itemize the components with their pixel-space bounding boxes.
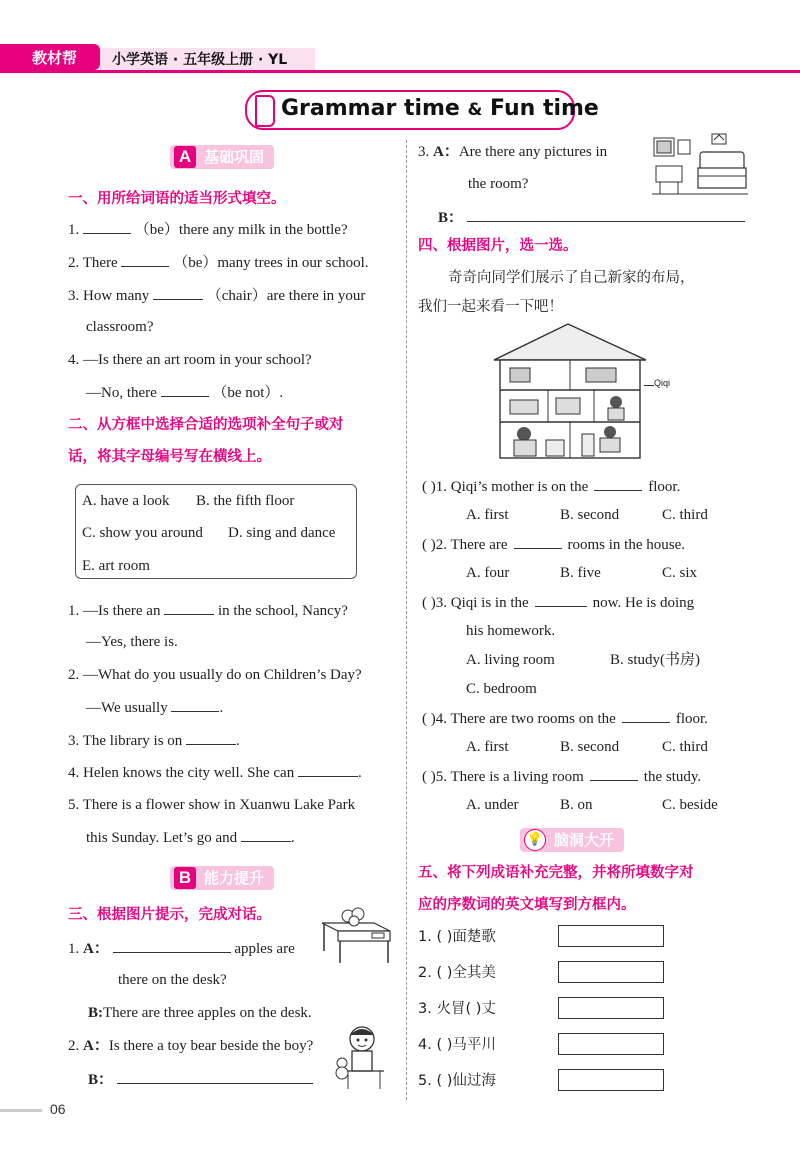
s4-q5-option-b[interactable]: B. on <box>560 797 593 813</box>
s1-q1-num: 1. <box>68 222 80 238</box>
s2-q1-answer: —Yes, there is. <box>86 634 178 650</box>
s4-q2-option-a[interactable]: A. four <box>466 565 510 581</box>
s2-q2-blank[interactable] <box>171 697 219 712</box>
s3-q3-answer <box>438 207 745 228</box>
section-b-letter: B <box>174 867 196 889</box>
s1-q2-text: （be）many trees in our school. <box>173 255 369 271</box>
s4-q5 <box>422 766 701 787</box>
s4-q3-option-b[interactable]: B. study(书房) <box>610 652 701 668</box>
s3-q1-num: 1. <box>68 941 80 957</box>
s4-q4-option-b[interactable]: B. second <box>560 739 620 755</box>
s4-q2-text: ( )2. There are <box>422 537 508 553</box>
s2-q2-answer <box>86 697 223 718</box>
s2-q3-end: . <box>236 733 240 749</box>
s3-q3-cont: the room? <box>468 176 529 192</box>
s1-q3-blank[interactable] <box>153 285 203 300</box>
s2-q3 <box>68 730 240 751</box>
s2-q2-start: —We usually <box>86 700 168 716</box>
s2-q5-cont <box>86 827 295 848</box>
page-title <box>281 96 599 121</box>
s1-q3-start: 3. How many <box>68 288 150 304</box>
s2-q2: 2. —What do you usually do on Children’s Day? <box>68 667 362 683</box>
s1-q2-blank[interactable] <box>121 252 169 267</box>
footer-page-number: 06 <box>50 1101 66 1117</box>
s2-q5-end: . <box>290 830 295 846</box>
s2-option-a: A. have a look <box>82 493 170 509</box>
s3-q3 <box>418 142 607 162</box>
s2-q3-start: 3. The library is on <box>68 733 183 749</box>
boy-bear-illustration <box>334 1023 392 1091</box>
s3-q1-b-label: B: <box>88 1005 103 1021</box>
s2-q1 <box>68 600 348 621</box>
s4-q4-blank[interactable] <box>622 708 670 723</box>
s3-q2-answer <box>88 1069 313 1090</box>
desk-apples-illustration <box>318 903 394 965</box>
s4-q3-text: ( )3. Qiqi is in the <box>422 595 529 611</box>
s5-answer-box-4[interactable] <box>558 1033 664 1055</box>
s5-idiom-4: 4. ( )马平川 <box>418 1037 496 1053</box>
s3-q1-a-label: A： <box>83 941 109 957</box>
s4-q1-option-a[interactable]: A. first <box>466 507 509 523</box>
section-b-label: 能力提升 <box>204 869 265 887</box>
s1-q3-text: （chair）are there in your <box>206 288 366 304</box>
section-a-badge <box>170 145 274 169</box>
fun-label: 脑洞大开 <box>554 831 615 849</box>
s2-heading-1: 二、从方框中选择合适的选项补全句子或对 <box>68 417 344 433</box>
s3-q1-answer-text: There are three apples on the desk. <box>103 1005 312 1021</box>
s2-option-e: E. art room <box>82 558 150 574</box>
header-tag: 教材帮 <box>32 49 78 67</box>
s4-q1-option-b[interactable]: B. second <box>560 507 620 523</box>
s1-q3 <box>68 285 365 306</box>
section-a-letter: A <box>174 146 196 168</box>
lightbulb-icon: 💡 <box>524 829 546 851</box>
s4-q4-option-c[interactable]: C. third <box>662 739 708 755</box>
s2-q4-start: 4. Helen knows the city well. She can <box>68 765 295 781</box>
s1-q2-start: 2. There <box>68 255 118 271</box>
s4-q4 <box>422 708 708 729</box>
s4-q5-option-c[interactable]: C. beside <box>662 797 718 813</box>
s2-q1-text: in the school, Nancy? <box>217 603 348 619</box>
s4-q4-text-end: floor. <box>675 711 708 727</box>
s4-q2 <box>422 534 685 555</box>
s5-idiom-5: 5. ( )仙过海 <box>418 1073 496 1089</box>
s1-q3-cont: classroom? <box>86 319 154 335</box>
s4-intro-1: 奇奇向同学们展示了自己新家的布局， <box>448 270 695 286</box>
s4-q5-blank[interactable] <box>590 766 638 781</box>
footer-dash <box>0 1109 42 1112</box>
s4-q1-option-c[interactable]: C. third <box>662 507 708 523</box>
column-divider <box>406 140 407 1100</box>
s4-q4-text: ( )4. There are two rooms on the <box>422 711 616 727</box>
house-illustration <box>486 322 654 460</box>
s3-q3-blank[interactable] <box>467 207 745 222</box>
room-illustration <box>652 130 748 198</box>
s4-q3-blank[interactable] <box>535 592 587 607</box>
s4-q3-option-a[interactable]: A. living room <box>466 652 555 668</box>
s3-q1 <box>68 938 295 959</box>
s3-q2-blank[interactable] <box>117 1069 313 1084</box>
s5-idiom-2: 2. ( )全其美 <box>418 965 496 981</box>
title-second: Fun time <box>490 96 599 121</box>
s1-q1 <box>68 219 348 240</box>
header-line <box>0 70 800 73</box>
s3-q2-num: 2. <box>68 1038 80 1054</box>
s2-q5-blank[interactable] <box>241 827 291 842</box>
title-amp: & <box>467 100 483 120</box>
s2-q5: 5. There is a flower show in Xuanwu Lake Park <box>68 797 356 813</box>
s4-q2-text-end: rooms in the house. <box>567 537 686 553</box>
s1-q1-blank[interactable] <box>83 219 131 234</box>
s2-q4 <box>68 762 362 783</box>
s5-idiom-3: 3. 火冒( )丈 <box>418 1001 496 1017</box>
s1-heading: 一、用所给词语的适当形式填空。 <box>68 191 286 207</box>
qiqi-label: Qiqi <box>654 378 671 388</box>
s2-q1-start: 1. —Is there an <box>68 603 161 619</box>
s2-q5-start: this Sunday. Let’s go and <box>86 830 238 846</box>
s4-q3 <box>422 592 694 613</box>
s3-q1-text: apples are <box>234 941 295 957</box>
s3-q1-answer <box>88 1003 312 1023</box>
s4-q2-blank[interactable] <box>514 534 562 549</box>
s3-q2 <box>68 1036 313 1056</box>
s5-answer-box-5[interactable] <box>558 1069 664 1091</box>
s4-heading: 四、根据图片，选一选。 <box>418 238 578 254</box>
s4-q1-blank[interactable] <box>594 476 642 491</box>
s4-q1-text-end: floor. <box>648 479 681 495</box>
s3-q3-text: Are there any pictures in <box>458 144 608 160</box>
s3-q1-blank[interactable] <box>113 938 231 953</box>
s1-q1-text: （be）there any milk in the bottle? <box>134 222 348 238</box>
s4-q2-option-b[interactable]: B. five <box>560 565 601 581</box>
s2-q4-blank[interactable] <box>298 762 358 777</box>
s1-q4-start: —No, there <box>86 385 157 401</box>
s2-q3-blank[interactable] <box>186 730 236 745</box>
s4-q3-cont: his homework. <box>466 623 556 639</box>
s5-idiom-1: 1. ( )面楚歌 <box>418 929 496 945</box>
s5-answer-box-3[interactable] <box>558 997 664 1019</box>
s5-answer-box-1[interactable] <box>558 925 664 947</box>
s4-q3-option-c[interactable]: C. bedroom <box>466 681 537 697</box>
s5-answer-box-2[interactable] <box>558 961 664 983</box>
qiqi-pointer-line <box>644 385 654 386</box>
s3-q3-num: 3. <box>418 144 430 160</box>
section-a-label: 基础巩固 <box>204 148 265 166</box>
s2-heading-2: 话，将其字母编号写在横线上。 <box>68 449 271 465</box>
section-b-badge <box>170 866 274 890</box>
title-box <box>245 90 599 130</box>
s3-q2-a-label: A： <box>83 1038 109 1054</box>
s2-q2-end: . <box>219 700 224 716</box>
s2-option-b: B. the fifth floor <box>196 493 295 509</box>
s3-q2-text: Is there a toy bear beside the boy? <box>108 1038 314 1054</box>
s2-option-d: D. sing and dance <box>228 525 336 541</box>
s4-q5-text: ( )5. There is a living room <box>422 769 584 785</box>
s1-q4-blank[interactable] <box>161 382 209 397</box>
s1-q4: 4. —Is there an art room in your school? <box>68 352 312 368</box>
s5-heading-1: 五、将下列成语补充完整，并将所填数字对 <box>418 865 694 881</box>
s4-intro-2: 我们一起来看一下吧！ <box>418 299 563 315</box>
s4-q4-option-a[interactable]: A. first <box>466 739 509 755</box>
header-bar <box>0 40 800 90</box>
s4-q5-text-end: the study. <box>643 769 702 785</box>
s3-q3-a-label: A： <box>433 144 459 160</box>
s3-q2-b-label: B： <box>88 1072 114 1088</box>
title-book-icon <box>255 95 275 127</box>
s4-q1-text: ( )1. Qiqi’s mother is on the <box>422 479 589 495</box>
s4-q2-option-c[interactable]: C. six <box>662 565 698 581</box>
s4-q3-text-end: now. He is doing <box>592 595 695 611</box>
header-subtitle: 小学英语 · 五年级上册 · YL <box>112 52 288 68</box>
s1-q4-answer <box>86 382 283 403</box>
s1-q4-text: （be not）. <box>212 385 284 401</box>
s2-q1-blank[interactable] <box>164 600 214 615</box>
fun-badge <box>520 828 624 852</box>
s2-option-c: C. show you around <box>82 525 203 541</box>
s3-q3-b-label: B： <box>438 210 464 226</box>
s3-heading: 三、根据图片提示，完成对话。 <box>68 907 271 923</box>
s1-q2 <box>68 252 369 273</box>
s4-q1 <box>422 476 680 497</box>
s2-q4-end: . <box>357 765 362 781</box>
s5-heading-2: 应的序数词的英文填写到方框内。 <box>418 897 636 913</box>
s3-q1-cont: there on the desk? <box>118 972 227 988</box>
title-main: Grammar time <box>281 96 460 121</box>
s4-q5-option-a[interactable]: A. under <box>466 797 519 813</box>
